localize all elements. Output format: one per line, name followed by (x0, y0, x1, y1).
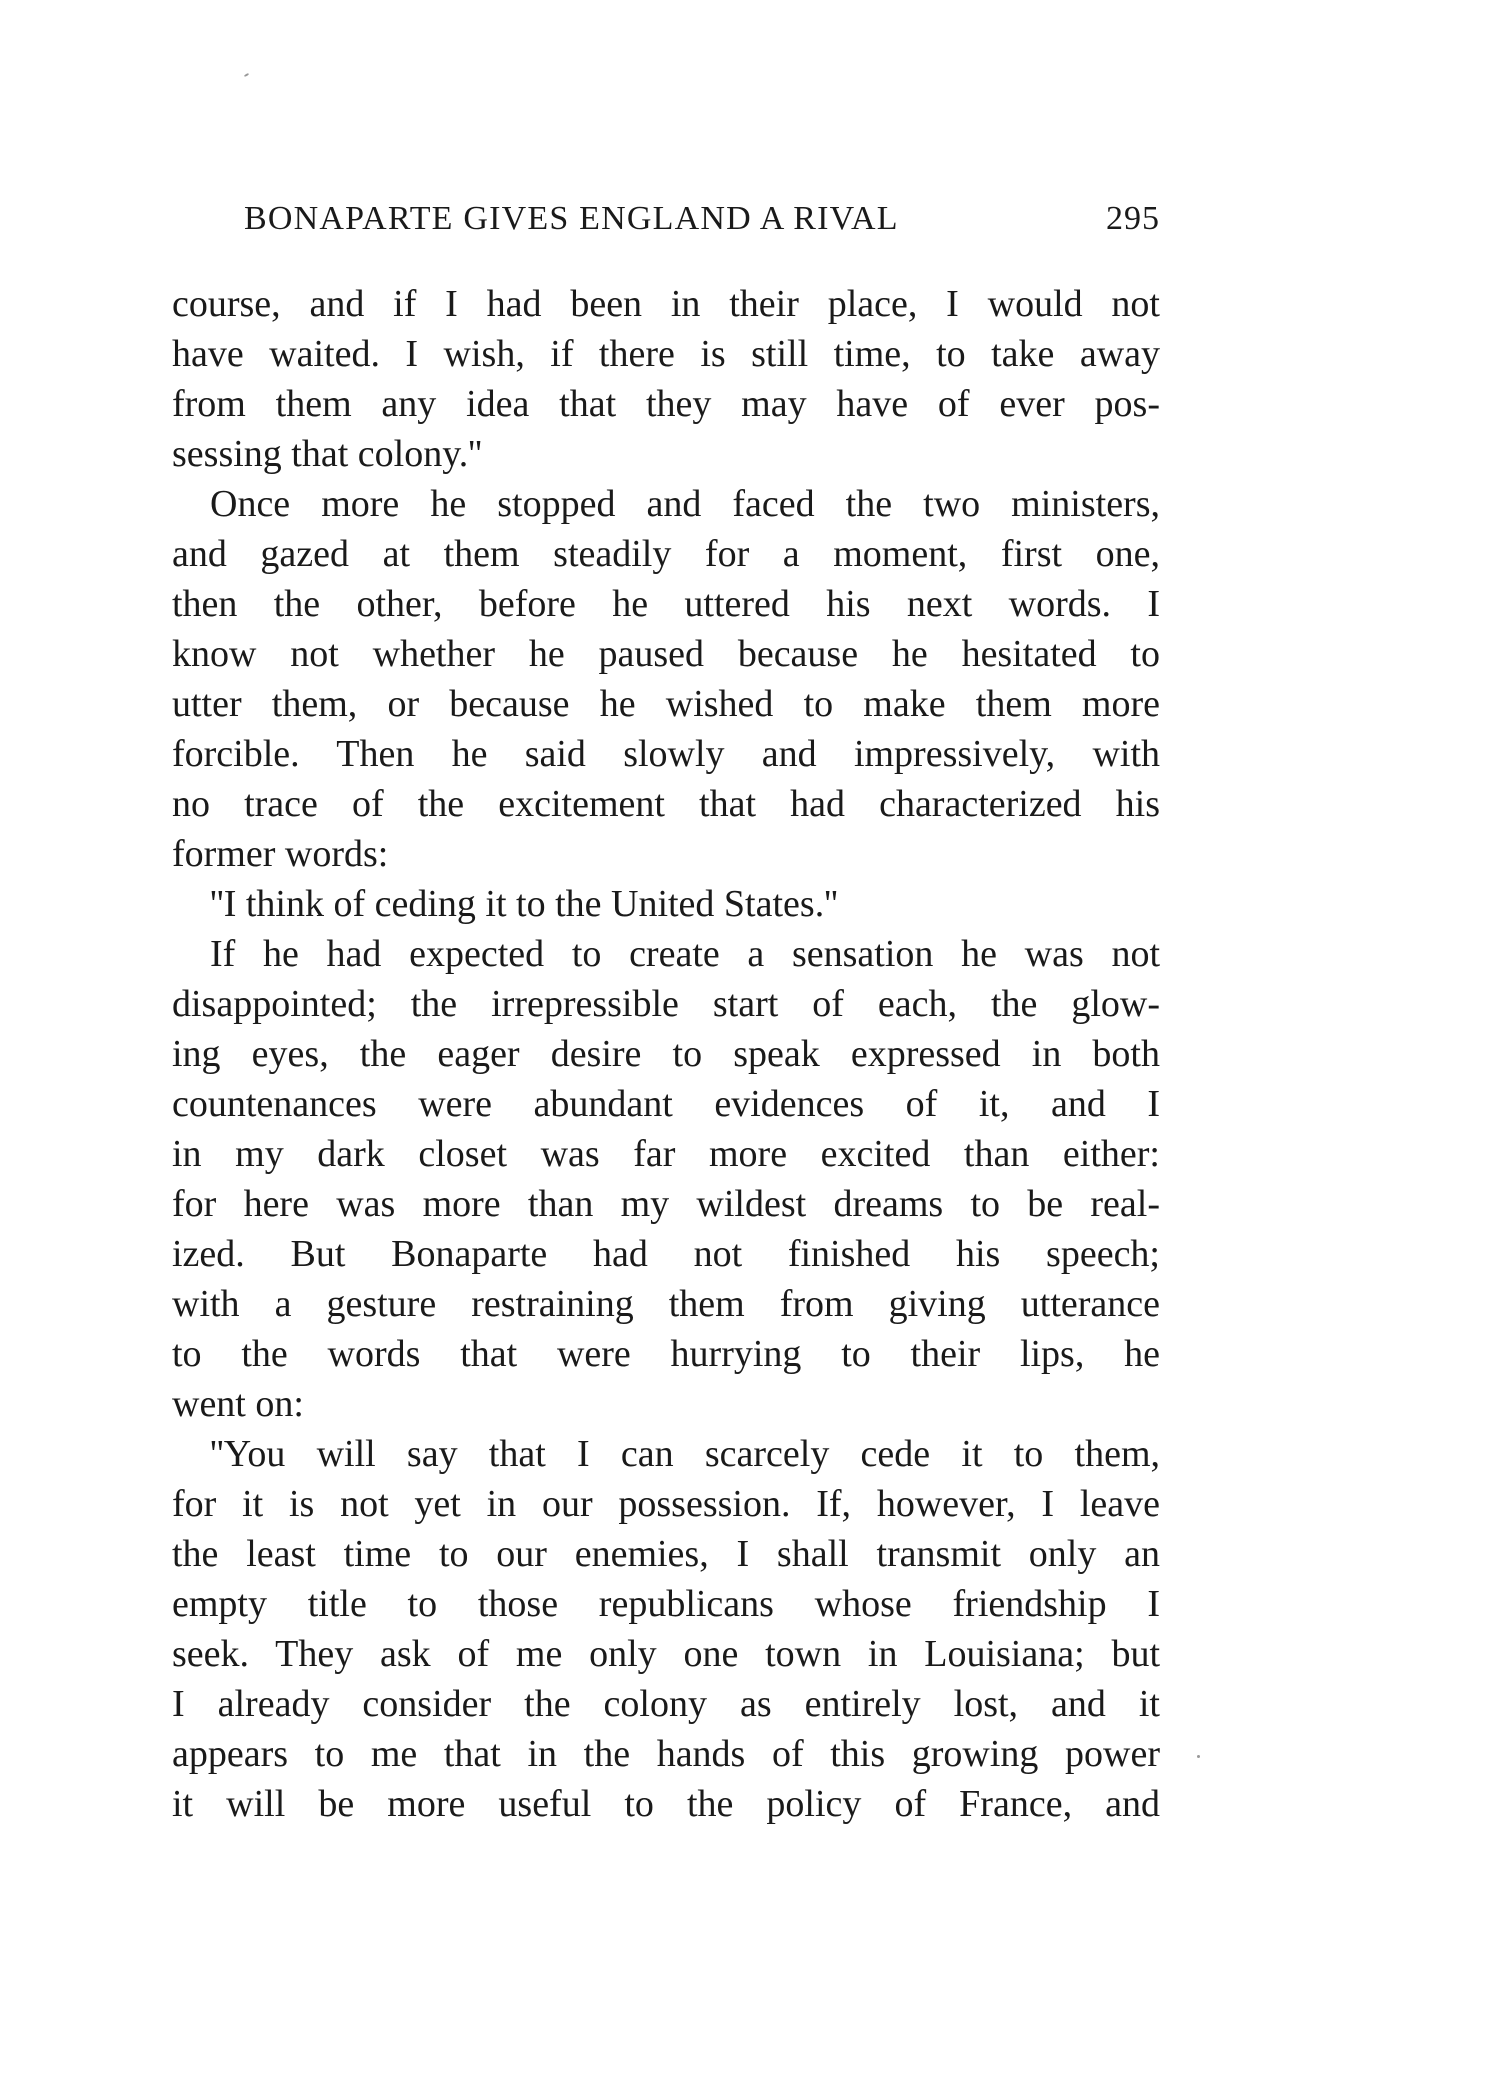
text-line: then the other, before he uttered his next words. I (172, 583, 1160, 625)
text-line: countenances were abundant evidences of it, and I (172, 1083, 1160, 1125)
running-head-title: BONAPARTE GIVES ENGLAND A RIVAL (244, 200, 899, 237)
scan-speck (244, 73, 249, 77)
text-line: Once more he stopped and faced the two ministers, (210, 483, 1160, 525)
text-line: ''I think of ceding it to the United States.'' (210, 883, 838, 925)
text-line: from them any idea that they may have of ever pos- (172, 383, 1160, 425)
text-line: If he had expected to create a sensation he was not (210, 933, 1160, 975)
text-line: disappointed; the irrepressible start of each, the glow- (172, 983, 1160, 1025)
text-line: went on: (172, 1383, 304, 1425)
text-line: have waited. I wish, if there is still time, to take away (172, 333, 1160, 375)
body-text (172, 279, 1160, 1829)
text-line: know not whether he paused because he hesitated to (172, 633, 1160, 675)
text-line: former words: (172, 833, 389, 875)
running-head (244, 200, 1160, 238)
text-line: for it is not yet in our possession. If, however, I leave (172, 1483, 1160, 1525)
text-line: no trace of the excitement that had characterized his (172, 783, 1160, 825)
text-line: it will be more useful to the policy of France, and (172, 1783, 1160, 1825)
text-line: in my dark closet was far more excited than either: (172, 1133, 1160, 1175)
text-line: forcible. Then he said slowly and impressively, with (172, 733, 1160, 775)
text-line: ized. But Bonaparte had not finished his speech; (172, 1233, 1160, 1275)
text-line: I already consider the colony as entirely lost, and it (172, 1683, 1160, 1725)
text-line: with a gesture restraining them from giving utterance (172, 1283, 1160, 1325)
text-line: course, and if I had been in their place, I would not (172, 283, 1160, 325)
text-line: appears to me that in the hands of this growing power (172, 1733, 1160, 1775)
text-line: utter them, or because he wished to make them more (172, 683, 1160, 725)
text-line: seek. They ask of me only one town in Louisiana; but (172, 1633, 1160, 1675)
text-line: and gazed at them steadily for a moment, first one, (172, 533, 1160, 575)
scan-speck (1197, 1755, 1200, 1758)
text-line: empty title to those republicans whose friendship I (172, 1583, 1160, 1625)
text-line: ing eyes, the eager desire to speak expressed in both (172, 1033, 1160, 1075)
text-line: the least time to our enemies, I shall transmit only an (172, 1533, 1160, 1575)
page-number: 295 (1106, 200, 1160, 237)
text-line: to the words that were hurrying to their lips, he (172, 1333, 1160, 1375)
text-line: sessing that colony.'' (172, 433, 482, 475)
text-line: ''You will say that I can scarcely cede it to them, (210, 1433, 1160, 1475)
text-line: for here was more than my wildest dreams to be real- (172, 1183, 1160, 1225)
